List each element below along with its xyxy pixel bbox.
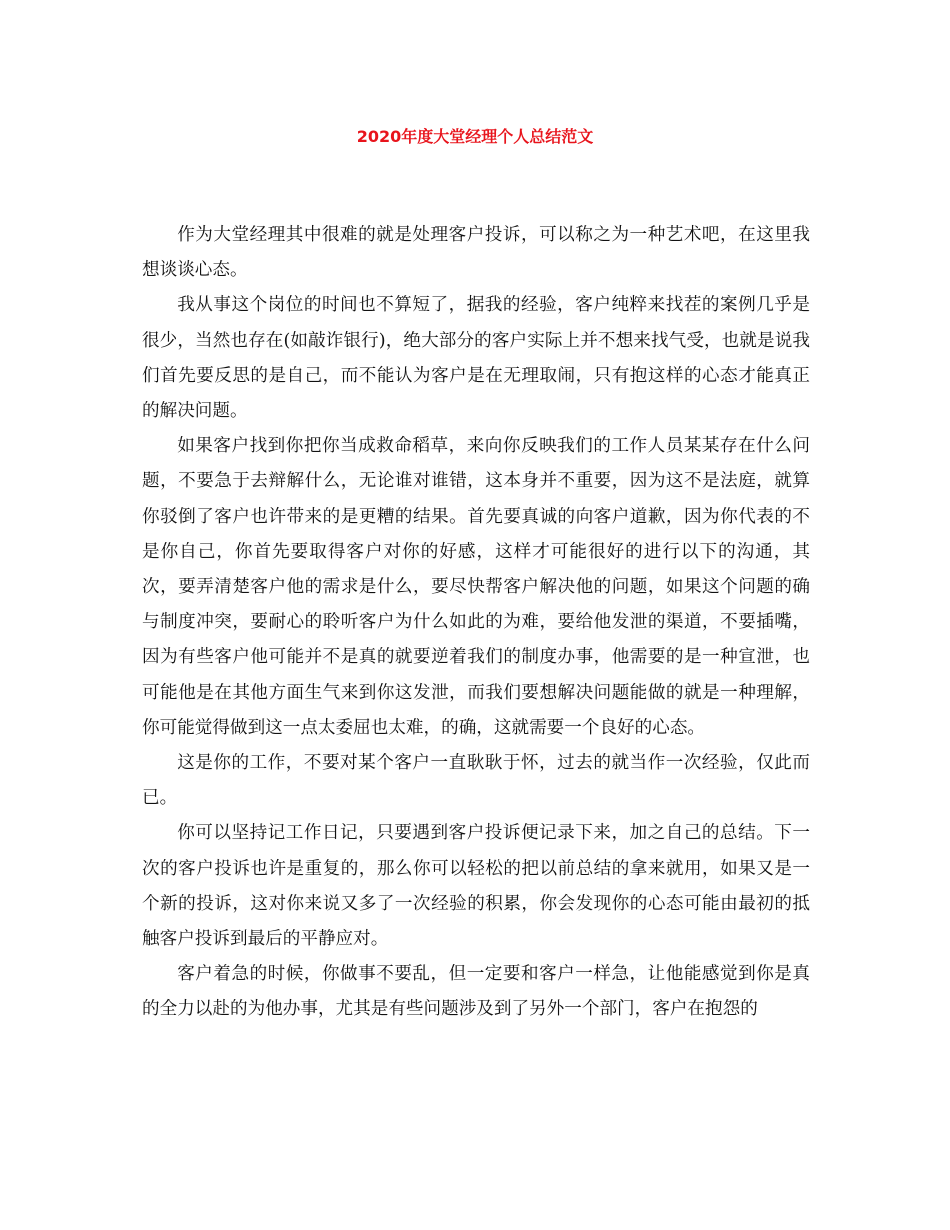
paragraph-4: 这是你的工作，不要对某个客户一直耿耿于怀，过去的就当作一次经验，仅此而已。: [142, 753, 810, 809]
paragraph-1: 作为大堂经理其中很难的就是处理客户投诉，可以称之为一种艺术吧，在这里我想谈谈心态。: [142, 225, 810, 281]
paragraph-5: 你可以坚持记工作日记，只要遇到客户投诉便记录下来，加之自己的总结。下一次的客户投诉也许是重复的，那么你可以轻松的把以前总结的拿来就用，如果又是一个新的投诉，这对你来说又多了一次经验的积累，你会发现你的心态可能由最初的抵触客户投诉到最后的平静应对。: [142, 823, 810, 950]
paragraph-3: 如果客户找到你把你当成救命稻草，来向你反映我们的工作人员某某存在什么问题，不要急于去辩解什么，无论谁对谁错，这本身并不重要，因为这不是法庭，就算你驳倒了客户也许带来的是更糟的结果。首先要真诚的向客户道歉，因为你代表的不是你自己，你首先要取得客户对你的好感，这样才可能很好的进行以下的沟通，其次，要弄清楚客户他的需求是什么，要尽快帮客户解决他的问题，如果这个问题的确与制度冲突，要耐心的聆听客户为什么如此的为难，要给他发泄的渠道，不要插嘴，因为有些客户他可能并不是真的就要逆着我们的制度办事，他需要的是一种宣泄，也可能他是在其他方面生气来到你这发泄，而我们要想解决问题能做的就是一种理解，你可能觉得做到这一点太委屈也太难，的确，这就需要一个良好的心态。: [142, 436, 810, 738]
paragraph-6: 客户着急的时候，你做事不要乱，但一定要和客户一样急，让他能感觉到你是真的全力以赴的为他办事，尤其是有些问题涉及到了另外一个部门，客户在抱怨的: [142, 964, 810, 1020]
document-body: [142, 218, 810, 1028]
document-title: 2020年度大堂经理个人总结范文: [356, 127, 594, 146]
paragraph-2: 我从事这个岗位的时间也不算短了，据我的经验，客户纯粹来找茬的案例几乎是很少，当然也存在(如敲诈银行)，绝大部分的客户实际上并不想来找气受，也就是说我们首先要反思的是自己，而不能认为客户是在无理取闹，只有抱这样的心态才能真正的解决问题。: [142, 295, 810, 422]
